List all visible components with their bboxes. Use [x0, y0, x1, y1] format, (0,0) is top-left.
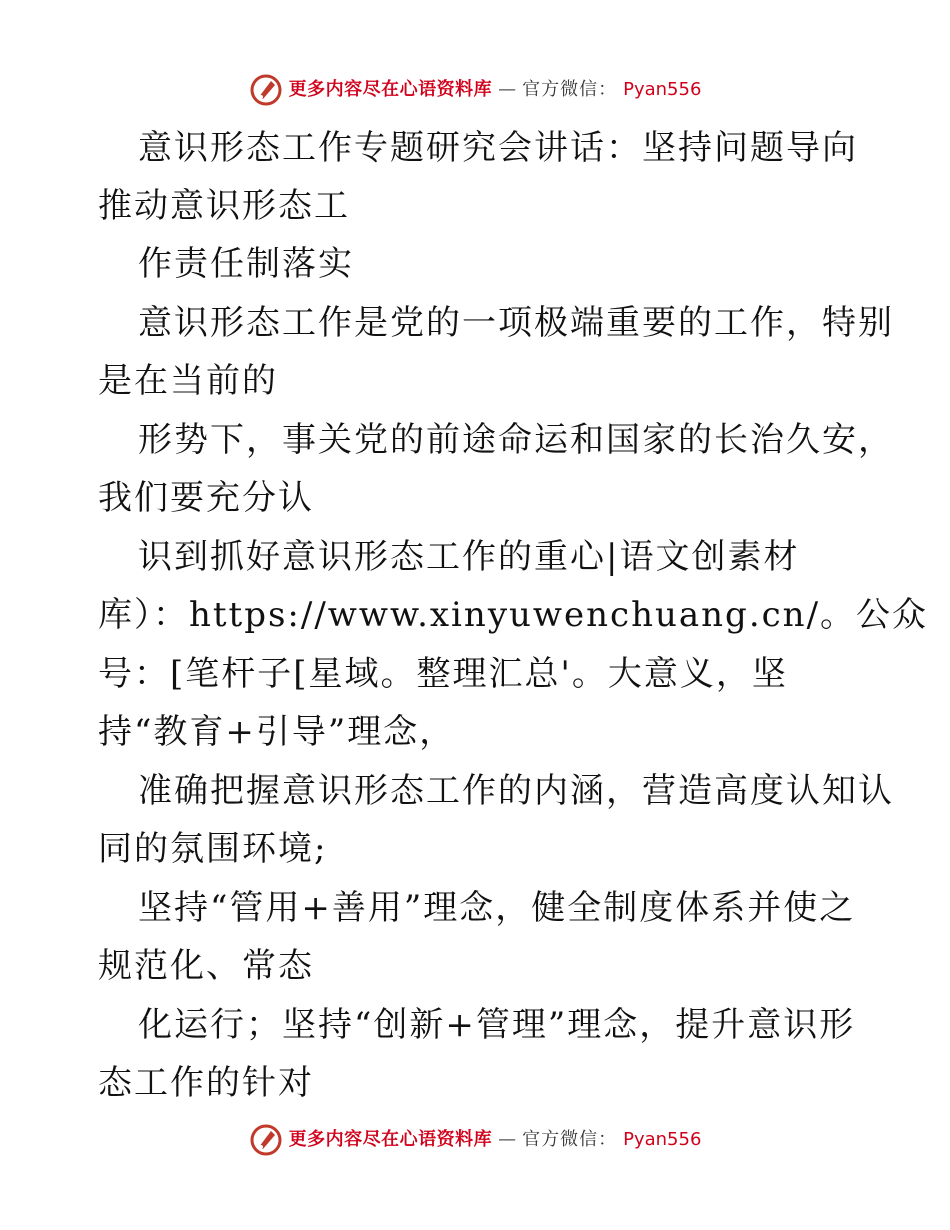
text-line: 意识形态工作是党的一项极端重要的工作，特别	[138, 303, 894, 343]
text-line: 坚持“管用+善用”理念，健全制度体系并使之	[138, 888, 856, 928]
text-line: 规范化、常态	[98, 946, 314, 986]
text-line: 化运行；坚持“创新+管理”理念，提升意识形	[138, 1005, 856, 1045]
text-line: 态工作的针对	[98, 1063, 314, 1103]
watermark-dash: —	[498, 79, 517, 100]
text-line: 推动意识形态工	[98, 186, 350, 226]
text-line: 准确把握意识形态工作的内涵，营造高度认知认	[138, 771, 894, 811]
watermark-lead-text: 更多内容尽在心语资料库	[288, 79, 493, 100]
watermark-dash: —	[498, 1129, 517, 1150]
text-line: 同的氛围环境;	[98, 829, 328, 869]
pen-nib-circle-icon	[249, 73, 283, 107]
footer-watermark	[0, 1120, 950, 1160]
text-line: 号：[笔杆子[星域。整理汇总'。大意义，坚	[98, 654, 788, 694]
watermark-official-label: 官方微信：	[522, 79, 618, 100]
text-line: 是在当前的	[98, 361, 278, 401]
header-watermark	[0, 70, 950, 110]
text-line: 识到抓好意识形态工作的重心|语文创素材	[138, 537, 800, 577]
text-line: 我们要充分认	[98, 478, 314, 518]
pen-nib-circle-icon	[249, 1123, 283, 1157]
watermark-official-label: 官方微信：	[522, 1129, 618, 1150]
text-line: 形势下，事关党的前途命运和国家的长治久安，	[138, 420, 894, 460]
text-line: 库）：https://www.xinyuwenchuang.cn/。公众	[98, 595, 929, 635]
text-line: 持“教育+引导”理念，	[98, 712, 456, 752]
watermark-lead-text: 更多内容尽在心语资料库	[288, 1129, 493, 1150]
text-line: 意识形态工作专题研究会讲话：坚持问题导向	[138, 128, 858, 168]
watermark-wechat-id: Pyan556	[623, 1129, 702, 1150]
text-line: 作责任制落实	[138, 244, 354, 284]
watermark-wechat-id: Pyan556	[623, 79, 702, 100]
